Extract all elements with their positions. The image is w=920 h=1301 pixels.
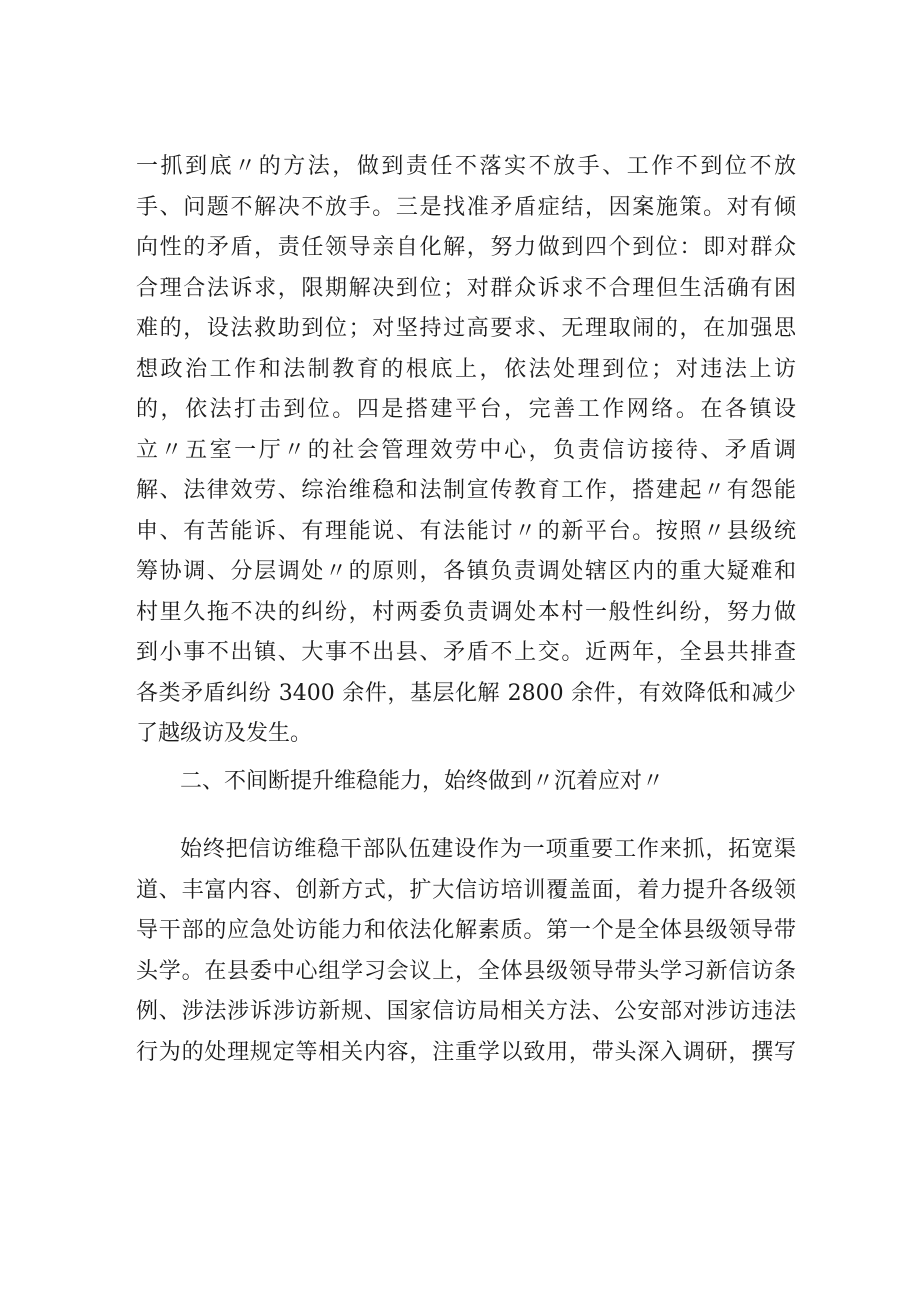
section-heading-2 (136, 762, 796, 803)
text-line: 手、问题不解决不放手。三是找准矛盾症结，因案施策。对有倾 (136, 194, 796, 220)
text-line: 道、丰富内容、创新方式，扩大信访培训覆盖面，着力提升各级领 (136, 877, 796, 903)
text-line: 解、法律效劳、综治维稳和法制宣传教育工作，搭建起〃有怨能 (136, 478, 796, 503)
text-line: 筹协调、分层调处〃的原则，各镇负责调处辖区内的重大疑难和 (136, 559, 796, 584)
text-line: 立〃五室一厅〃的社会管理效劳中心，负责信访接待、矛盾调 (136, 437, 796, 463)
text-line: 合理合法诉求，限期解决到位；对群众诉求不合理但生活确有困 (136, 275, 796, 301)
text-line: 了越级访及发生。 (136, 721, 313, 746)
text-line: 申、有苦能诉、有理能说、有法能讨〃的新平台。按照〃县级统 (136, 518, 796, 544)
text-line: 各类矛盾纠纷 3400 余件，基层化解 2800 余件，有效降低和减少 (136, 680, 796, 706)
text-line: 到小事不出镇、大事不出县、矛盾不上交。近两年，全县共排查 (136, 640, 796, 665)
body-paragraph-1 (136, 147, 796, 755)
text-line: 向性的矛盾，责任领导亲自化解，努力做到四个到位：即对群众 (136, 235, 796, 260)
text-line: 想政治工作和法制教育的根底上，依法处理到位；对违法上访 (136, 356, 796, 382)
section-heading-text: 二、不间断提升维稳能力，始终做到〃沉着应对〃 (180, 769, 665, 794)
text-line: 始终把信访维稳干部队伍建设作为一项重要工作来抓，拓宽渠 (180, 837, 796, 862)
text-line: 难的，设法救助到位；对坚持过高要求、无理取闹的，在加强思 (136, 316, 796, 341)
body-paragraph-2 (136, 830, 796, 1073)
text-line: 行为的处理规定等相关内容，注重学以致用，带头深入调研，撰写 (136, 1039, 796, 1065)
text-line: 头学。在县委中心组学习会议上，全体县级领导带头学习新信访条 (136, 958, 796, 984)
text-line: 一抓到底〃的方法，做到责任不落实不放手、工作不到位不放 (136, 154, 796, 179)
text-line: 导干部的应急处访能力和依法化解素质。第一个是全体县级领导带 (136, 918, 796, 943)
text-line: 例、涉法涉诉涉访新规、国家信访局相关方法、公安部对涉访违法 (136, 999, 796, 1024)
text-line: 村里久拖不决的纠纷，村两委负责调处本村一般性纠纷，努力做 (136, 599, 796, 625)
text-line: 的，依法打击到位。四是搭建平台，完善工作网络。在各镇设 (136, 397, 796, 422)
